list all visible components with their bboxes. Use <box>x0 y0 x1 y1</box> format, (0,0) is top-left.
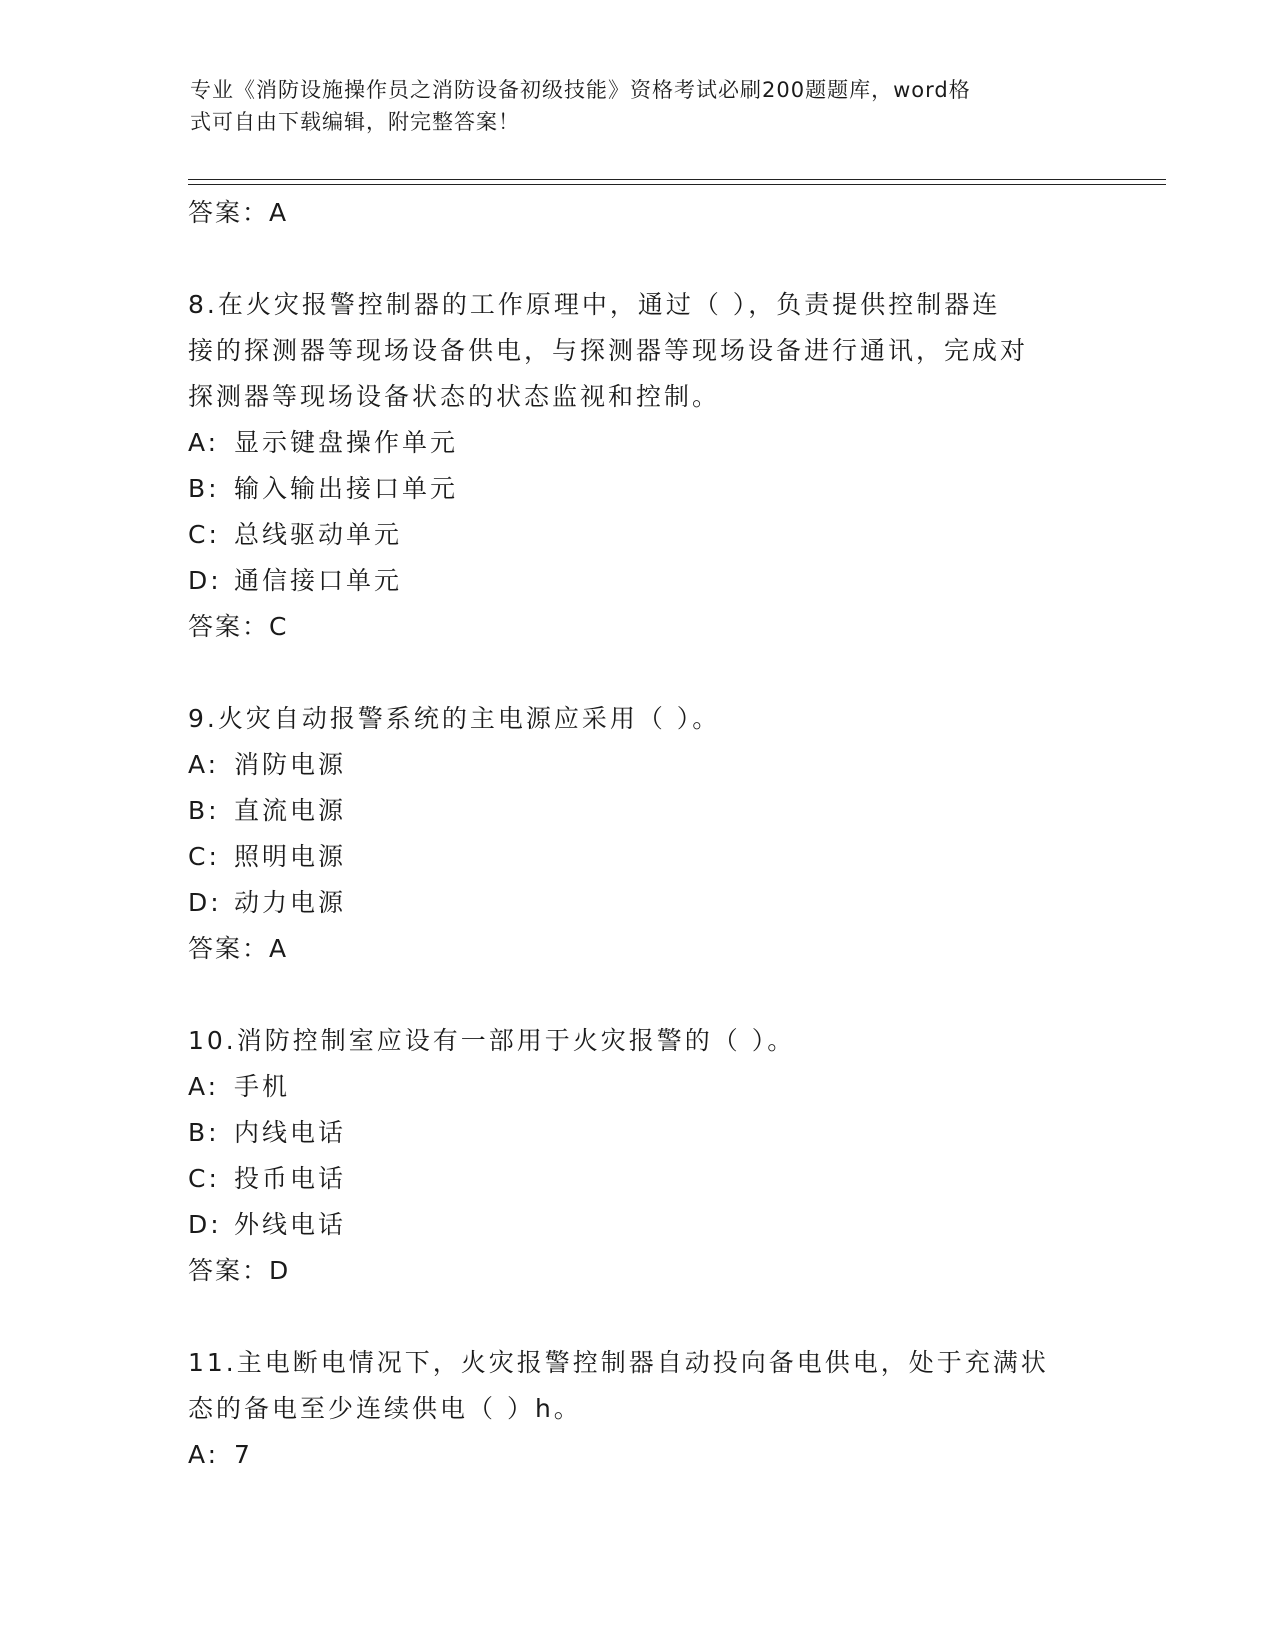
option-letter: D: <box>188 1210 222 1239</box>
header-title-line-1: 专业《消防设施操作员之消防设备初级技能》资格考试必刷200题题库，word格 <box>190 78 971 102</box>
option-d <box>188 1202 1088 1248</box>
option-text: 外线电话 <box>234 1210 347 1239</box>
option-a <box>188 1432 1088 1478</box>
option-text: 动力电源 <box>234 888 347 917</box>
spacer <box>188 972 1088 1018</box>
spacer <box>188 1294 1088 1340</box>
spacer <box>188 650 1088 696</box>
option-letter: C: <box>188 842 220 871</box>
question-stem-line: 9.火灾自动报警系统的主电源应采用（ ）。 <box>188 704 721 733</box>
question-stem-line: 10.消防控制室应设有一部用于火灾报警的（ ）。 <box>188 1026 796 1055</box>
option-text: 输入输出接口单元 <box>234 474 459 503</box>
option-b <box>188 788 1088 834</box>
option-d <box>188 880 1088 926</box>
question-list <box>188 190 1088 1478</box>
option-a <box>188 742 1088 788</box>
question-9-stem <box>188 696 1088 742</box>
question-stem-line: 态的备电至少连续供电（ ）h。 <box>188 1394 582 1423</box>
option-text: 手机 <box>234 1072 291 1101</box>
answer-10: 答案：D <box>188 1256 291 1285</box>
option-letter: C: <box>188 520 220 549</box>
previous-answer: 答案：A <box>188 198 289 227</box>
option-text: 总线驱动单元 <box>234 520 403 549</box>
question-11-stem <box>188 1340 1088 1432</box>
option-text: 7 <box>234 1440 253 1469</box>
option-letter: A: <box>188 428 220 457</box>
option-letter: B: <box>188 474 220 503</box>
spacer <box>188 236 1088 282</box>
page-header <box>190 74 1090 138</box>
option-text: 消防电源 <box>234 750 347 779</box>
option-letter: D: <box>188 888 222 917</box>
option-letter: A: <box>188 1072 220 1101</box>
option-letter: B: <box>188 796 220 825</box>
question-stem-line: 探测器等现场设备状态的状态监视和控制。 <box>188 382 721 411</box>
option-a <box>188 1064 1088 1110</box>
header-divider-top <box>188 179 1166 180</box>
question-stem-line: 8.在火灾报警控制器的工作原理中，通过（ ），负责提供控制器连 <box>188 290 1001 319</box>
option-c <box>188 1156 1088 1202</box>
option-d <box>188 558 1088 604</box>
option-letter: D: <box>188 566 222 595</box>
option-letter: C: <box>188 1164 220 1193</box>
option-text: 内线电话 <box>234 1118 347 1147</box>
option-a <box>188 420 1088 466</box>
option-text: 显示键盘操作单元 <box>234 428 459 457</box>
option-text: 投币电话 <box>234 1164 347 1193</box>
option-text: 直流电源 <box>234 796 347 825</box>
option-b <box>188 466 1088 512</box>
option-letter: B: <box>188 1118 220 1147</box>
option-text: 通信接口单元 <box>234 566 403 595</box>
answer-9: 答案：A <box>188 934 289 963</box>
option-b <box>188 1110 1088 1156</box>
question-stem-line: 接的探测器等现场设备供电，与探测器等现场设备进行通讯，完成对 <box>188 336 1029 365</box>
option-c <box>188 834 1088 880</box>
option-c <box>188 512 1088 558</box>
header-title-line-2: 式可自由下载编辑，附完整答案！ <box>190 110 520 134</box>
question-8-stem <box>188 282 1088 420</box>
option-letter: A: <box>188 1440 220 1469</box>
header-divider-bottom <box>188 184 1166 185</box>
question-10-stem <box>188 1018 1088 1064</box>
option-letter: A: <box>188 750 220 779</box>
answer-8: 答案：C <box>188 612 289 641</box>
question-stem-line: 11.主电断电情况下，火灾报警控制器自动投向备电供电，处于充满状 <box>188 1348 1049 1377</box>
option-text: 照明电源 <box>234 842 347 871</box>
